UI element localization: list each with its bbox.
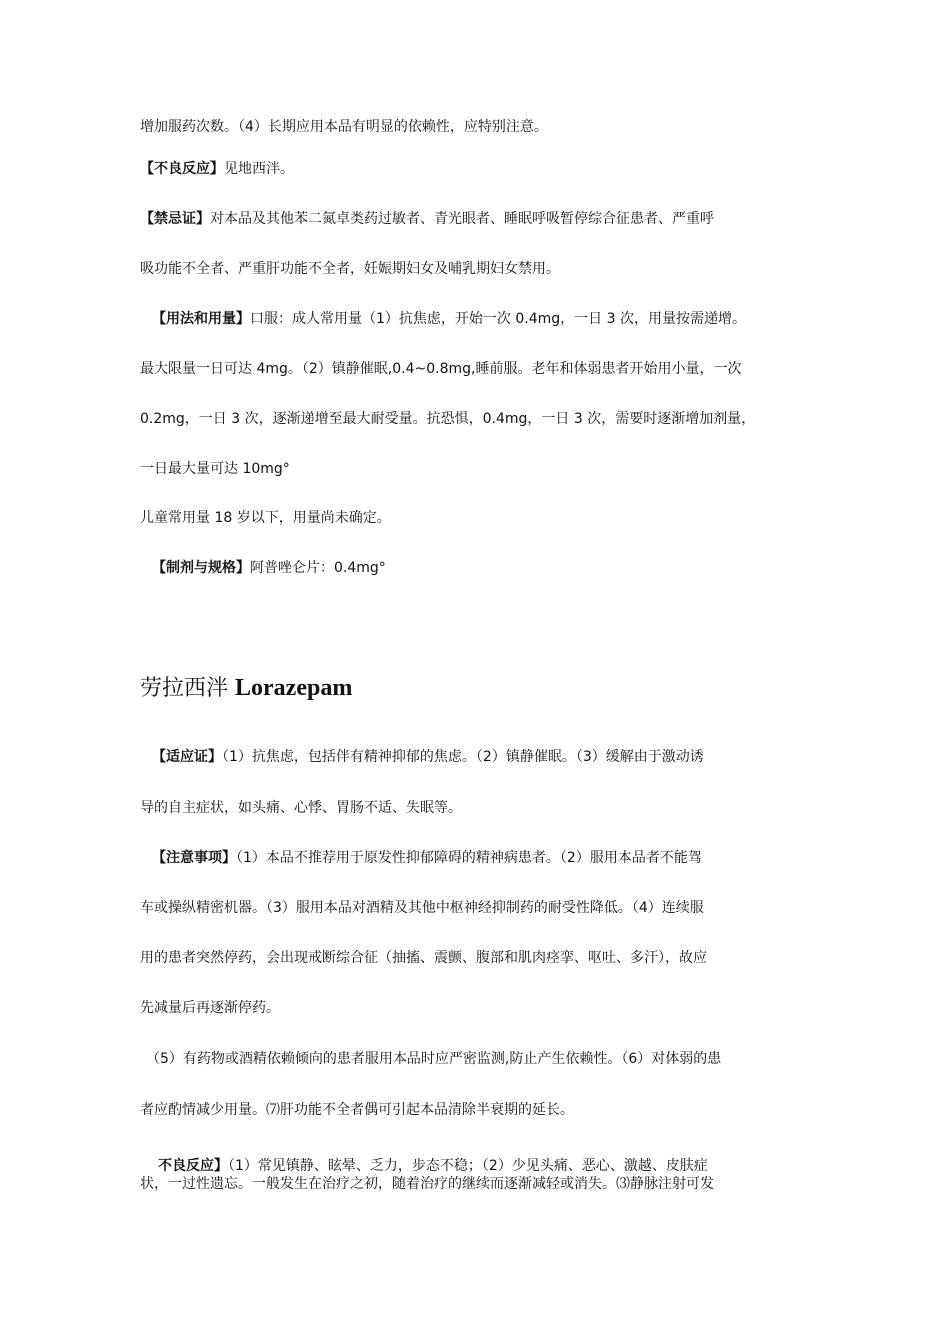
drug-title-chinese: 劳拉西泮 — [140, 676, 229, 701]
body-text: 增加服药次数。（4）长期应用本品有明显的依赖性，应特别注意。 — [140, 119, 548, 135]
body-text: 用的患者突然停药，会出现戒断综合征（抽搐、震颤、腹部和肌肉痉挛、呕吐、多汗），故应 — [140, 950, 707, 966]
precautions-section — [152, 849, 822, 867]
adverse-reactions-section — [158, 1157, 828, 1175]
indications-section — [152, 748, 822, 766]
paragraph-line — [140, 999, 810, 1017]
section-label: 【不良反应】 — [140, 161, 224, 177]
paragraph-line — [140, 1175, 810, 1193]
drug-heading — [140, 674, 352, 703]
body-text: 导的自主症状，如头痛、心悸、胃肠不适、失眠等。 — [140, 800, 462, 816]
body-text: 车或操纵精密机器。（3）服用本品对酒精及其他中枢神经抑制药的耐受性降低。（4）连续服 — [140, 900, 704, 916]
section-label: 【禁忌证】 — [140, 211, 210, 227]
section-label: 【用法和用量】 — [152, 311, 250, 327]
adverse-reactions-section — [140, 160, 810, 178]
body-text: 状，一过性遗忘。一般发生在治疗之初，随着治疗的继续而逐渐减轻或消失。⑶静脉注射可发 — [140, 1176, 714, 1192]
body-text: （1）本品不推荐用于原发性抑郁障碍的精神病患者。（2）服用本品者不能驾 — [236, 850, 702, 866]
contraindications-section — [140, 210, 810, 228]
paragraph-line — [140, 360, 810, 378]
paragraph-line — [140, 118, 810, 136]
drug-title-english: Lorazepam — [235, 675, 353, 701]
paragraph-line — [140, 899, 810, 917]
body-text: 者应酌情减少用量。⑺肝功能不全者偶可引起本品清除半衰期的延长。 — [140, 1102, 574, 1118]
body-text: 最大限量一日可达 4mg。（2）镇静催眠,0.4~0.8mg,睡前服。老年和体弱患者开始用小量，一次 — [140, 361, 742, 377]
body-text: 见地西泮。 — [224, 161, 294, 177]
body-text: 一日最大量可达 10mg° — [140, 461, 290, 477]
paragraph-line — [140, 460, 810, 478]
body-text: （5）有药物或酒精依赖倾向的患者服用本品时应严密监测,防止产生依赖性。（6）对体弱的患 — [146, 1051, 722, 1067]
paragraph-line — [140, 260, 810, 278]
paragraph-line — [140, 949, 810, 967]
body-text: 对本品及其他苯二氮卓类药过敏者、青光眼者、睡眠呼吸暂停综合征患者、严重呼 — [210, 211, 714, 227]
body-text: （1）抗焦虑，包括伴有精神抑郁的焦虑。（2）镇静催眠。（3）缓解由于激动诱 — [222, 749, 704, 765]
body-text: 吸功能不全者、严重肝功能不全者，妊娠期妇女及哺乳期妇女禁用。 — [140, 261, 560, 277]
formulation-section — [152, 559, 822, 577]
body-text: 0.2mg，一日 3 次，逐渐递增至最大耐受量。抗恐惧，0.4mg，一日 3 次，需要时逐渐增加剂量， — [140, 411, 756, 427]
section-label: 不良反应】 — [158, 1158, 228, 1174]
section-label: 【注意事项】 — [152, 850, 236, 866]
dosage-section — [152, 310, 822, 328]
paragraph-line — [140, 1101, 810, 1119]
paragraph-line — [140, 509, 810, 527]
body-text: 口服：成人常用量（1）抗焦虑，开始一次 0.4mg，一日 3 次，用量按需递增。 — [250, 311, 746, 327]
paragraph-line — [140, 410, 810, 428]
body-text: 先减量后再逐渐停药。 — [140, 1000, 280, 1016]
section-label: 【制剂与规格】 — [152, 560, 250, 576]
paragraph-line — [140, 799, 810, 817]
body-text: （1）常见镇静、眩晕、乏力，步态不稳；（2）少见头痛、恶心、激越、皮肤症 — [228, 1158, 708, 1174]
body-text: 儿童常用量 18 岁以下，用量尚未确定。 — [140, 510, 391, 526]
body-text: 阿普唑仑片：0.4mg° — [250, 560, 386, 576]
paragraph-line — [146, 1050, 816, 1068]
section-label: 【适应证】 — [152, 749, 222, 765]
